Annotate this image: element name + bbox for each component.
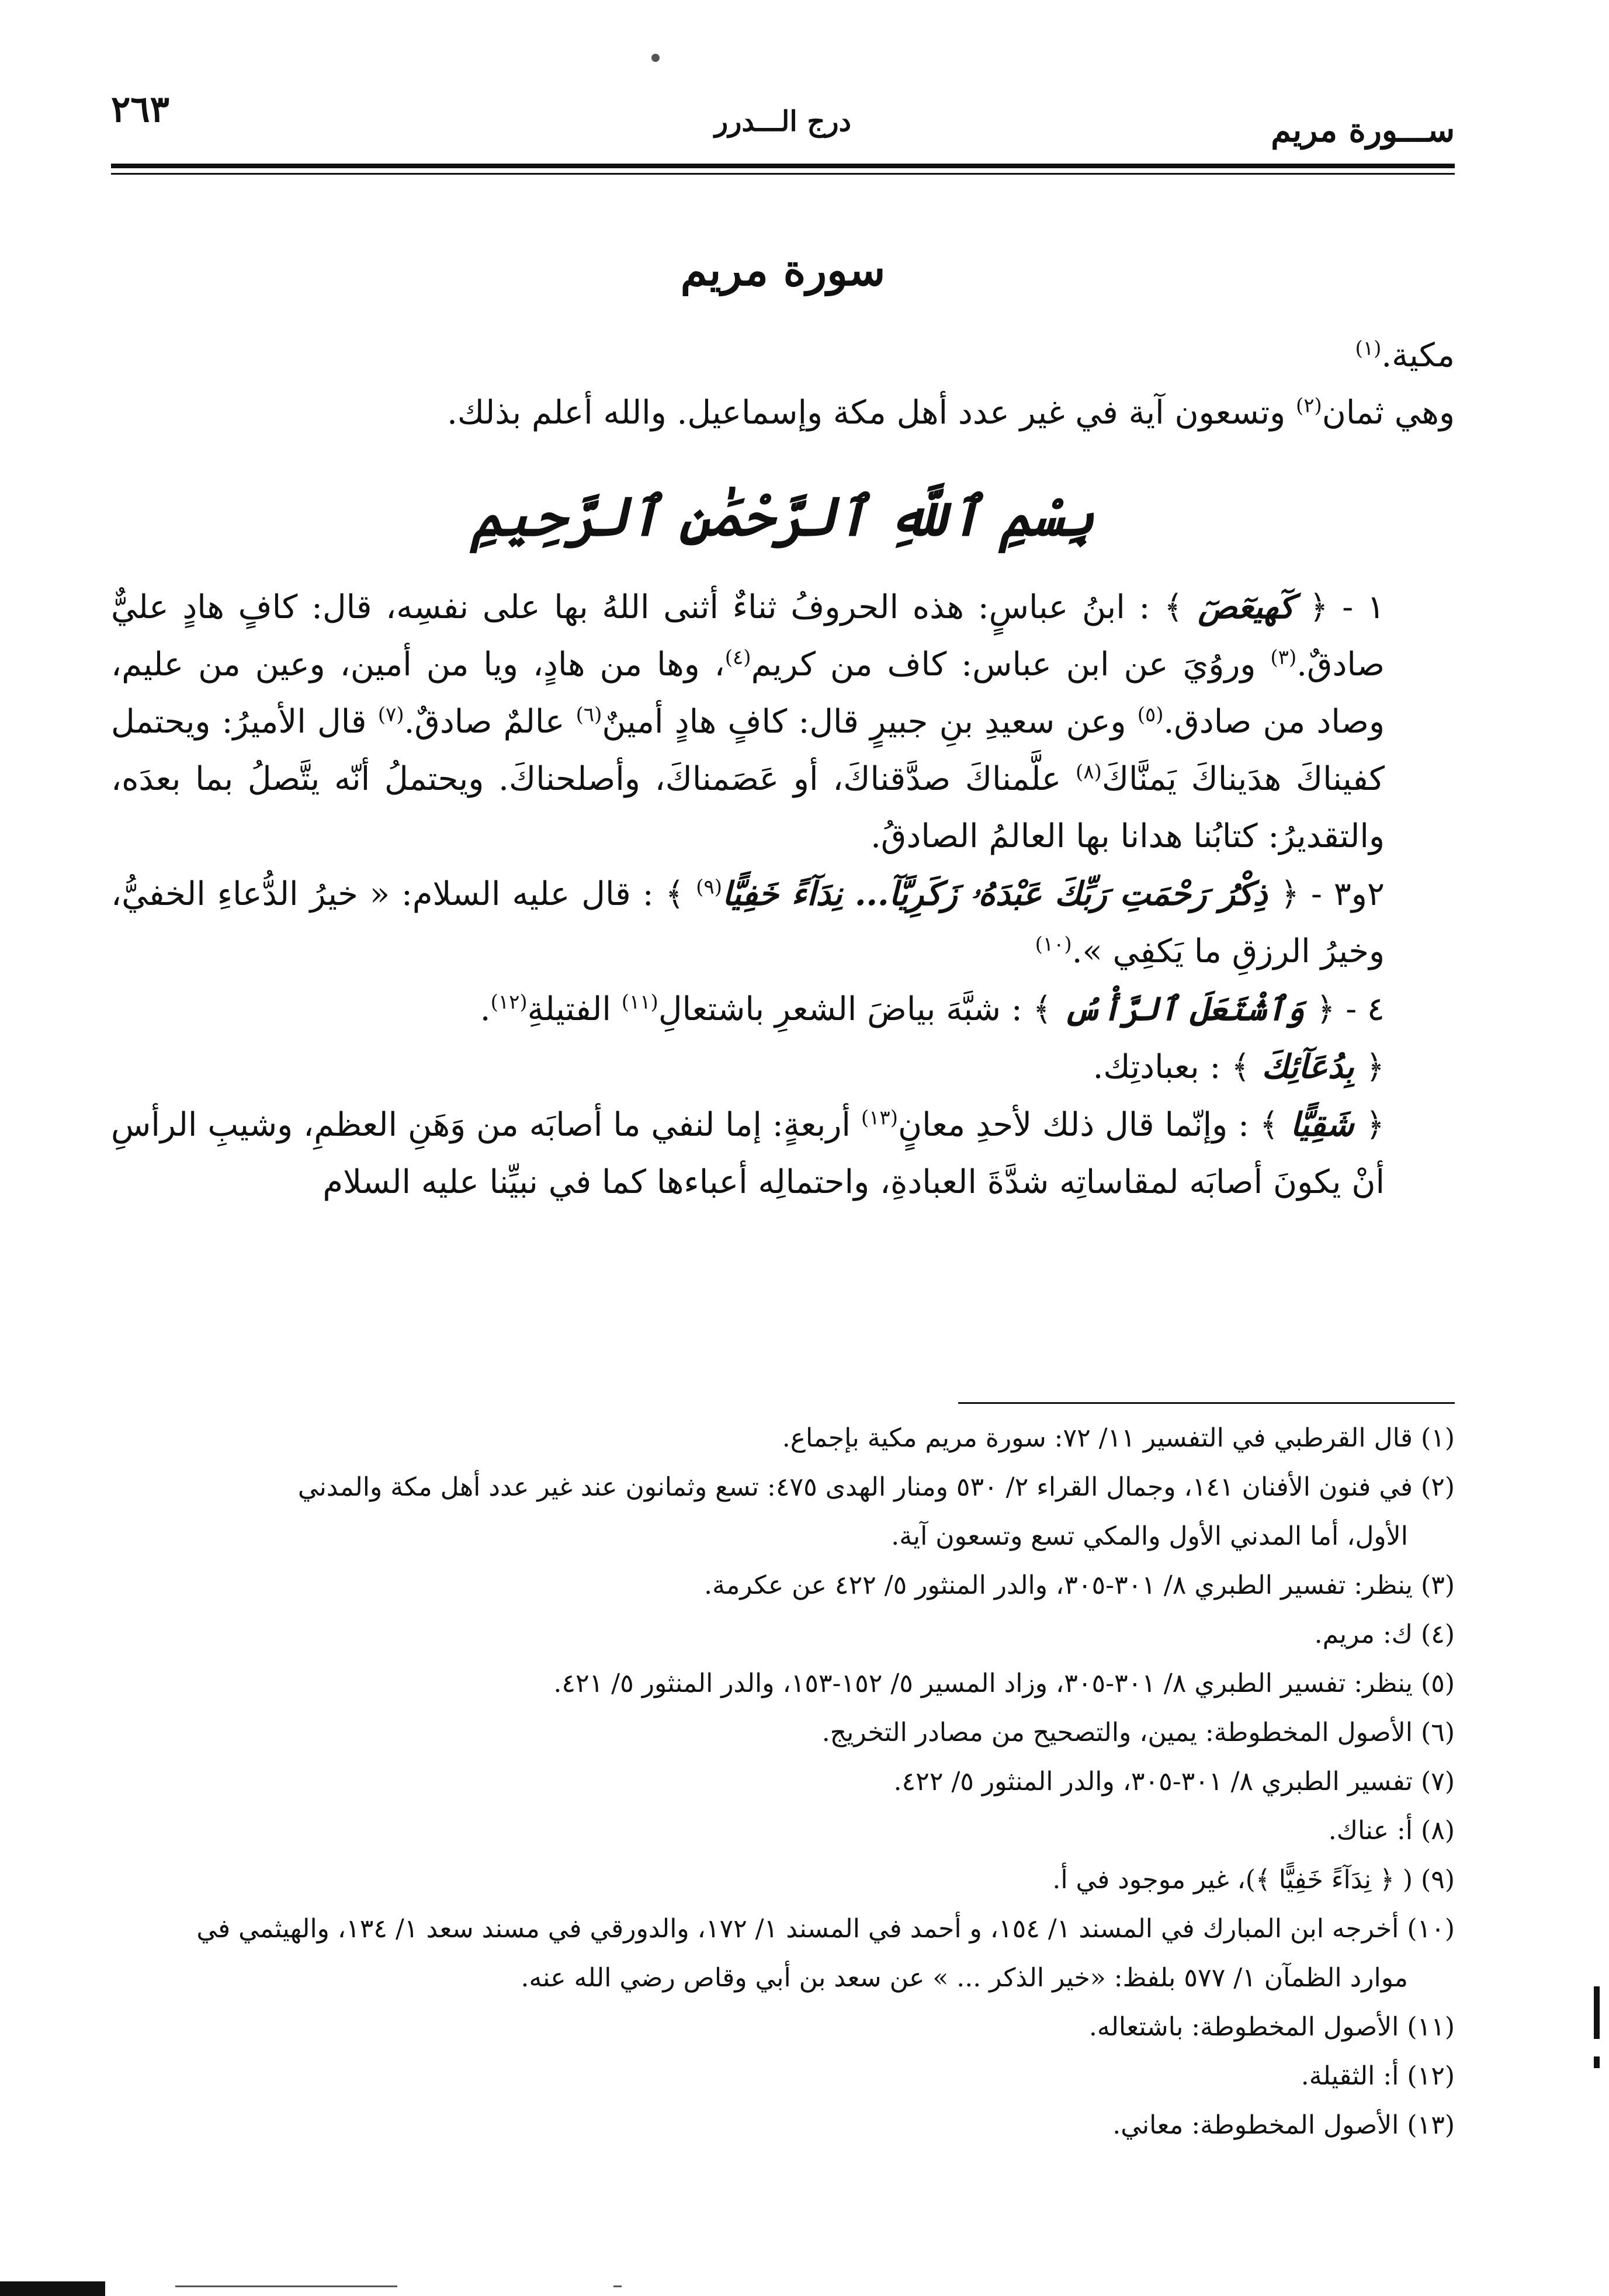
footnote-ref: (٢) xyxy=(1296,394,1322,418)
footnote: (٤) ك: مريم. xyxy=(1314,1619,1455,1649)
footnote-ref: (١) xyxy=(1355,337,1382,360)
verse-number: ١ - ﴿ xyxy=(1309,588,1385,626)
commentary-text: الفتيلةِ xyxy=(527,990,622,1028)
footnote: (٢) في فنون الأفنان ١٤١، وجمال القراء ٢/ ٥٣٠ ومنار الهدى ٤٧٥: تسع وثمانون عند غير عدد أهل مكة والمدني xyxy=(297,1472,1455,1502)
footnote-continuation: موارد الظمآن ١/ ٥٧٧ بلفظ: «خير الذكر ... » عن سعد بن أبي وقاص رضي الله عنه. xyxy=(521,1963,1408,1993)
surah-intro xyxy=(111,327,1455,442)
commentary-text: وعن سعيدِ بنِ جبيرٍ قال: كافٍ هادٍ أمينٌ xyxy=(602,703,1138,741)
quran-quote: شَقِيًّا xyxy=(1278,1105,1366,1144)
page-number: ٢٦٣ xyxy=(111,88,169,130)
footnote: (١١) الأصول المخطوطة: باشتعاله. xyxy=(1088,2012,1455,2042)
header-rule-thick xyxy=(111,164,1455,168)
footnote-separator xyxy=(958,1402,1455,1404)
footnote-ref: (٦) xyxy=(575,703,602,727)
commentary-text: ﴾ : قال عليه السلام: « خيرُ الدُّعاءِ الخفيُّ، وخيرُ الرزقِ ما يَكفِي ». xyxy=(111,875,1385,970)
quran-quote: وَٱشْتَعَلَ ٱلرَّأْسُ xyxy=(1052,990,1316,1028)
book-title: درج الـــدرر xyxy=(715,105,851,138)
commentary-text: ﴾ : وإنّما قال ذلك لأحدِ معانٍ xyxy=(897,1106,1279,1144)
footnote-ref: (٨) xyxy=(1076,760,1102,784)
footnote-ref: (٩) xyxy=(696,875,723,899)
footnote: (٩) ( ﴿ نِدَآءً خَفِيًّا ﴾)، غير موجود في أ. xyxy=(1052,1865,1455,1895)
footnote-ref: (٣) xyxy=(1270,646,1297,670)
verse-number: ٢و٣ - ﴿ xyxy=(1280,875,1385,913)
quran-quote: بِدُعَآئِكَ xyxy=(1250,1048,1366,1086)
verses-count-text: وهي ثمان xyxy=(1322,394,1455,432)
running-title: ســـورة مريم xyxy=(1271,111,1455,150)
bracket: ﴿ xyxy=(1365,1048,1385,1086)
verses-count-text-cont: وتسعون آية في غير عدد أهل مكة وإسماعيل. والله أعلم بذلك. xyxy=(447,394,1296,432)
paragraph-shaqiyya xyxy=(111,1096,1455,1211)
intro-line-1 xyxy=(111,327,1455,384)
footnote: (١٠) أخرجه ابن المبارك في المسند ١/ ١٥٤، و أحمد في المسند ١/ ١٧٢، والدورقي في مسند سعد ١/ ١٣٤، والهيثمي في xyxy=(196,1914,1455,1944)
scan-bottom-mark xyxy=(0,2281,105,2296)
paragraph-verse-1 xyxy=(111,578,1455,865)
commentary-text: ﴾ : بعبادتِك. xyxy=(1093,1048,1250,1086)
commentary-text: أربعةٍ: إما لنفي ما أصابَه من وَهَنِ العظمِ، وشيبِ الرأسِ أنْ يكونَ أصابَه لمقاساتِه شدَّةَ العبادةِ، واحتمالِه أعباءها كما في نبيِّنا عليه السلام xyxy=(111,1106,1385,1201)
scan-speck xyxy=(651,54,660,62)
commentary-text: ﴾ : شبَّهَ بياضَ الشعرِ باشتعالِ xyxy=(658,990,1052,1028)
commentary-text: ﴾ : ابنُ عباسٍ: هذه الحروفُ ثناءٌ أثنى اللهُ بها على نفسِه، قال: كافٍ هادٍ عليٌّ صادقٌ. xyxy=(111,588,1385,684)
makkiyya-text: مكية. xyxy=(1381,337,1455,374)
header-rule-thin xyxy=(111,173,1455,175)
footnote: (٦) الأصول المخطوطة: يمين، والتصحيح من مصادر التخريج. xyxy=(821,1718,1455,1747)
basmala: بِسْمِ ٱللَّهِ ٱلرَّحْمَٰنِ ٱلرَّحِيمِ xyxy=(471,485,1095,548)
footnote: (٥) ينظر: تفسير الطبري ٨/ ٣٠١-٣٠٥، وزاد المسير ٥/ ١٥٢-١٥٣، والدر المنثور ٥/ ٤٢١. xyxy=(553,1669,1455,1698)
footnote: (٧) تفسير الطبري ٨/ ٣٠١-٣٠٥، والدر المنثور ٥/ ٤٢٢. xyxy=(893,1767,1455,1796)
footnote: (١٣) الأصول المخطوطة: معاني. xyxy=(1112,2110,1455,2140)
paragraph-duaika xyxy=(111,1038,1455,1096)
footnote: (١) قال القرطبي في التفسير ١١/ ٧٢: سورة مريم مكية بإجماع. xyxy=(782,1423,1455,1453)
footnote: (٨) أ: عناك. xyxy=(1328,1816,1455,1846)
footnote-ref: (٥) xyxy=(1137,703,1164,727)
footnote-ref: (١٣) xyxy=(861,1106,898,1130)
commentary-text: عالمٌ صادقٌ. xyxy=(404,703,576,741)
scan-edge-mark xyxy=(1594,1986,1600,2039)
bracket: ﴿ xyxy=(1365,1106,1385,1144)
quran-quote: ذِكْرُ رَحْمَتِ رَبِّكَ عَبْدَهُۥ زَكَرِيَّآ... نِدَآءً خَفِيًّا xyxy=(722,875,1281,913)
footnote-ref: (١٠) xyxy=(1035,932,1072,956)
commentary-text: علَّمناكَ صدَّقناكَ، أو عَصَمناكَ، وأصلحناكَ. ويحتملُ أنّه يتَّصلُ بما بعدَه، والتقديرُ: كتابُنا هدانا بها العالمُ الصادقُ. xyxy=(111,760,1385,855)
footnotes xyxy=(111,1414,1455,2150)
intro-line-2 xyxy=(111,384,1455,442)
running-header xyxy=(111,88,1455,150)
footnote-ref: (١١) xyxy=(621,990,658,1014)
commentary-text: وروُيَ عن ابن عباس: كاف من كريم xyxy=(751,646,1271,684)
footnote-ref: (٤) xyxy=(724,646,751,670)
footnote: (٣) ينظر: تفسير الطبري ٨/ ٣٠١-٣٠٥، والدر المنثور ٥/ ٤٢٢ عن عكرمة. xyxy=(704,1570,1455,1600)
commentary-text: ، وها من هادٍ، ويا من أمين، وعين من عليم، وصاد من صادق. xyxy=(111,646,1385,741)
surah-title: سورة مريم xyxy=(680,245,886,296)
footnote-ref: (٧) xyxy=(377,703,404,727)
scan-bottom-dash xyxy=(175,2285,397,2287)
footnote-continuation: الأول، أما المدني الأول والمكي تسع وتسعون آية. xyxy=(891,1521,1408,1551)
paragraph-verse-4 xyxy=(111,980,1455,1038)
main-commentary xyxy=(111,578,1455,1211)
quran-quote: كٓهيعٓصٓ xyxy=(1183,588,1309,626)
footnote-ref: (١٢) xyxy=(490,990,528,1014)
paragraph-verse-2-3 xyxy=(111,865,1455,980)
footnote: (١٢) أ: الثقيلة. xyxy=(1301,2061,1455,2091)
commentary-text: قال الأميرُ: ويحتمل كفيناكَ هدَيناكَ يَمنَّاكَ xyxy=(111,703,1385,798)
commentary-text: . xyxy=(480,990,491,1028)
verse-number: ٤ - ﴿ xyxy=(1316,990,1385,1028)
scan-edge-mark xyxy=(1594,2056,1600,2068)
scan-bottom-dot xyxy=(613,2285,622,2287)
